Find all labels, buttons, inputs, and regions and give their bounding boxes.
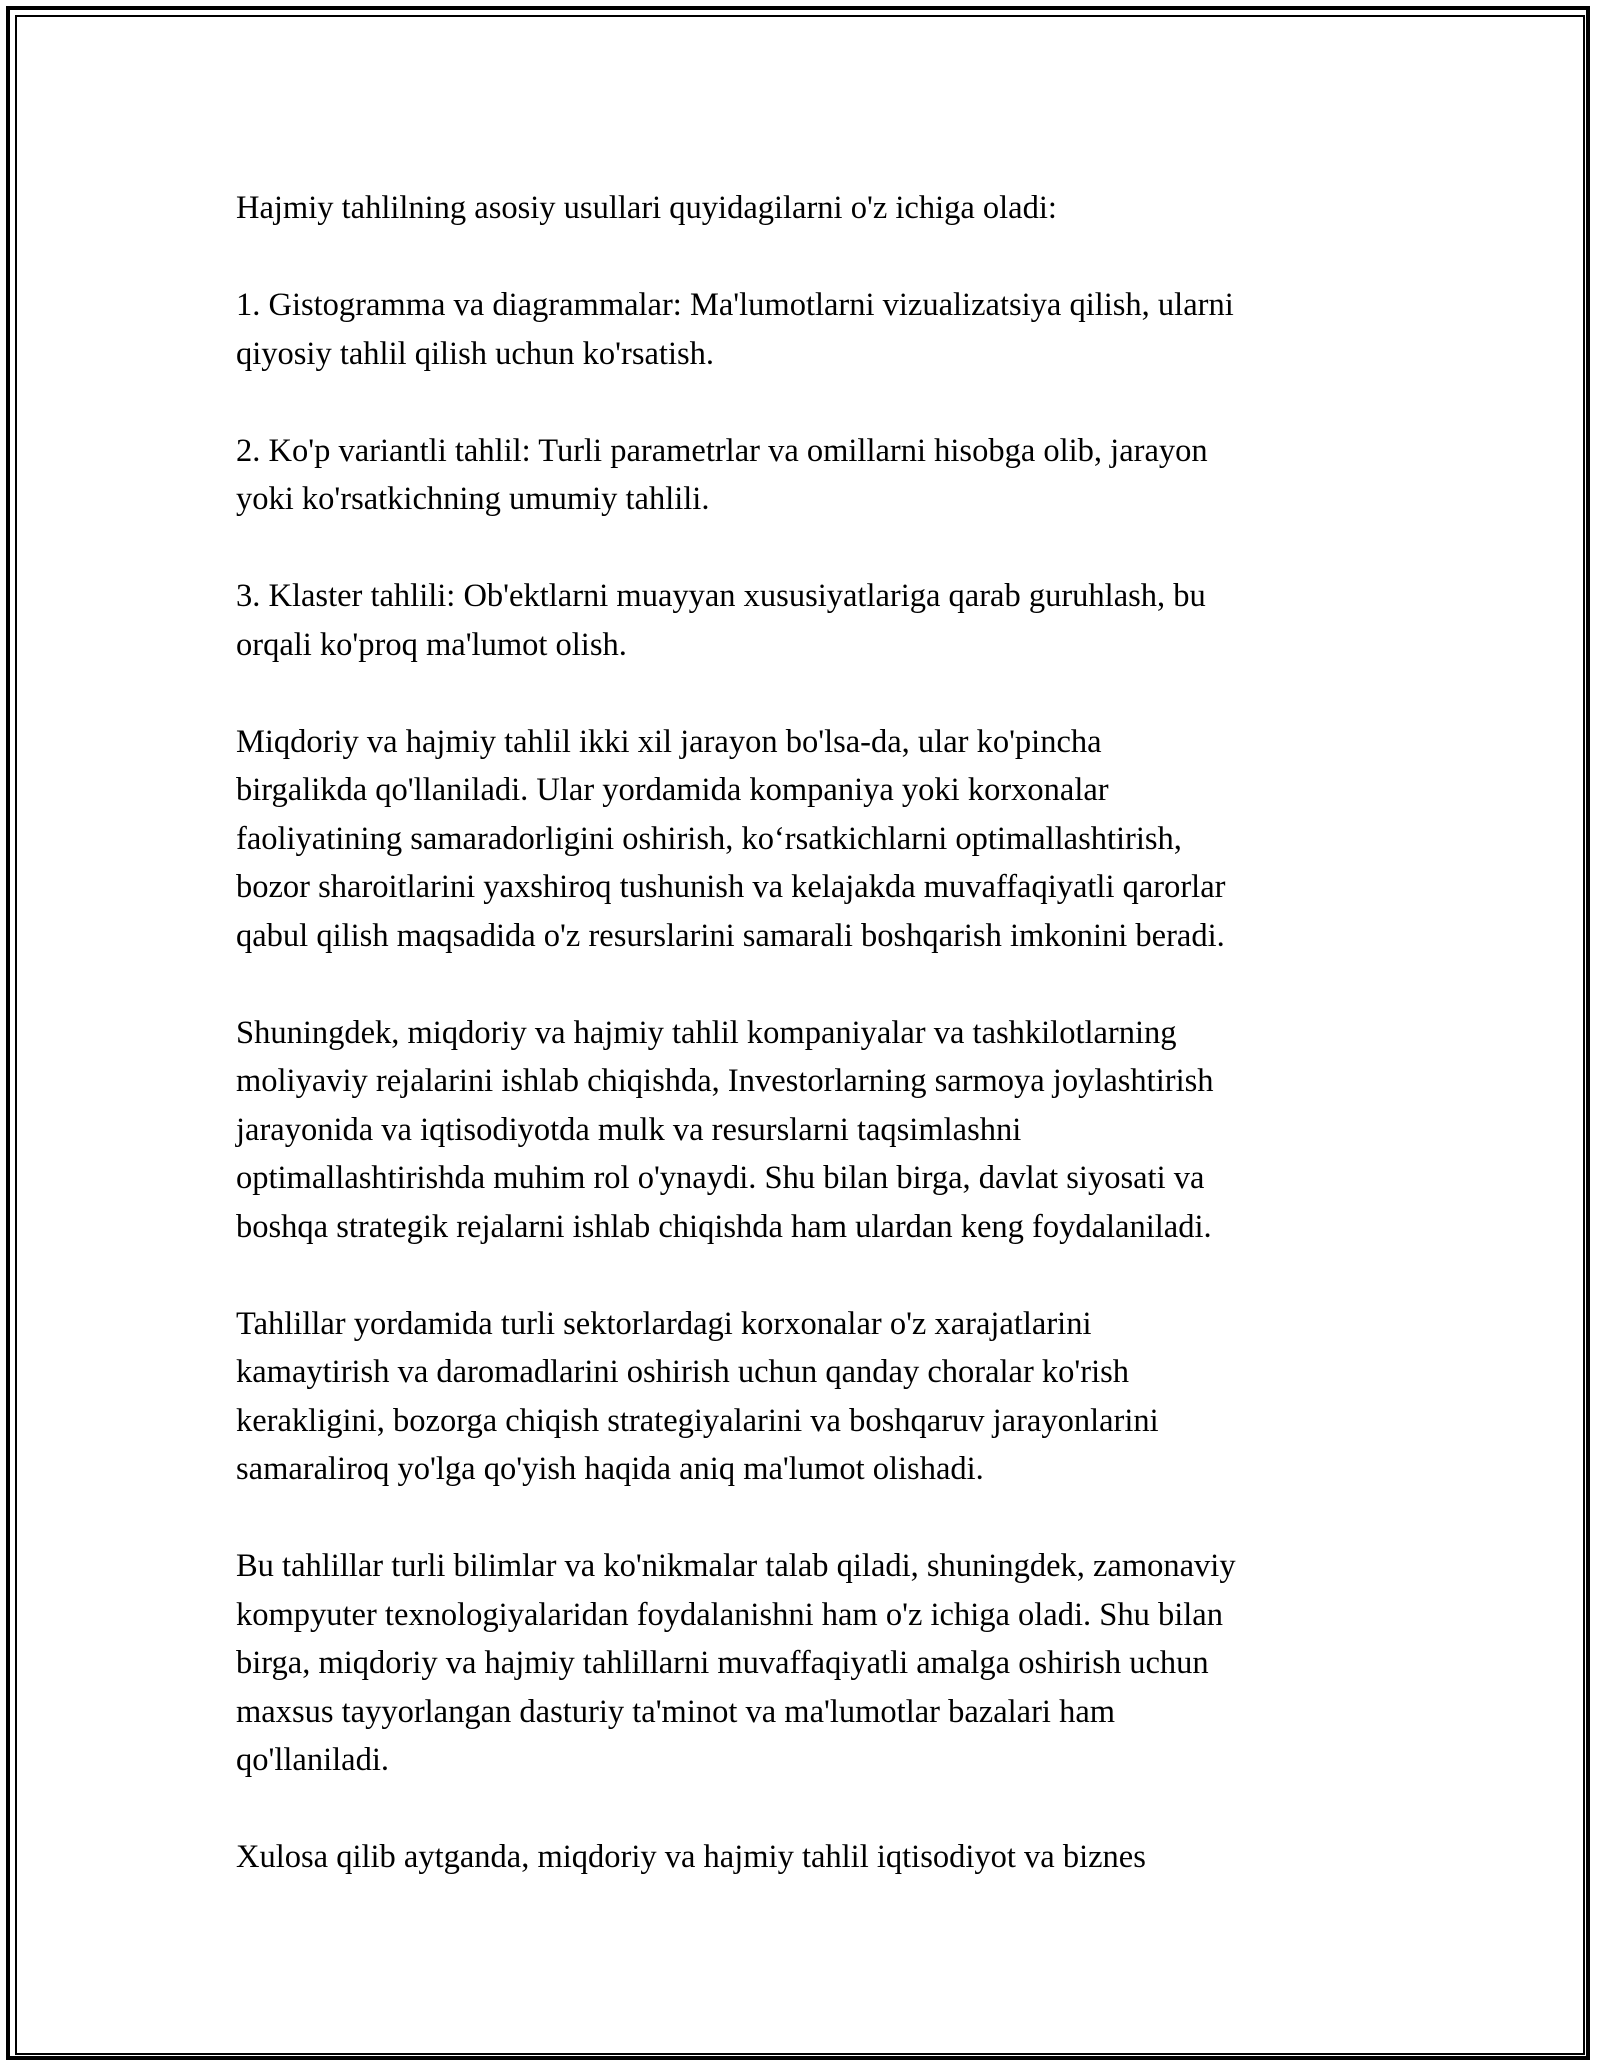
conclusion-paragraph: Xulosa qilib aytganda, miqdoriy va hajmiy tahlil iqtisodiyot va biznes [236, 1839, 1146, 1875]
list-item-2-paragraph: 2. Ko'p variantli tahlil: Turli parametrlar va omillarni hisobga olib, jarayon yoki ko'rsatkichning umumiy tahlili. [236, 432, 1208, 517]
body-paragraph-4: Bu tahlillar turli bilimlar va ko'nikmalar talab qiladi, shuningdek, zamonaviy kompyuter texnologiyalaridan foydalanishni ham o'z ichiga oladi. Shu bilan birga, miqdoriy va hajmiy tahlillarni muvaffaqiyatli amalga oshirish uchun maxsus tayyorlangan dasturiy ta'minot va ma'lumotlar bazalari ham qo'llaniladi. [236, 1548, 1236, 1778]
document-body [236, 184, 1386, 1930]
body-paragraph-3: Tahlillar yordamida turli sektorlardagi korxonalar o'z xarajatlarini kamaytirish va daromadlarini oshirish uchun qanday choralar ko'rish kerakligini, bozorga chiqish strategiyalarini va boshqaruv jarayonlarini samaraliroq yo'lga qo'yish haqida aniq ma'lumot olishadi. [236, 1305, 1159, 1487]
list-item-3-paragraph: 3. Klaster tahlili: Ob'ektlarni muayyan xususiyatlariga qarab guruhlash, bu orqali ko'proq ma'lumot olish. [236, 578, 1206, 663]
body-paragraph-2: Shuningdek, miqdoriy va hajmiy tahlil kompaniyalar va tashkilotlarning moliyaviy rejalarini ishlab chiqishda, Investorlarning sarmoya joylashtirish jarayonida va iqtisodiyotda mulk va resurslarni taqsimlashni optimallashtirishda muhim rol o'ynaydi. Shu bilan birga, davlat siyosati va boshqa strategik rejalarni ishlab chiqishda ham ulardan keng foydalaniladi. [236, 1014, 1214, 1245]
intro-paragraph: Hajmiy tahlilning asosiy usullari quyidagilarni o'z ichiga oladi: [236, 190, 1057, 226]
body-paragraph-1: Miqdoriy va hajmiy tahlil ikki xil jarayon bo'lsa-da, ular ko'pincha birgalikda qo'llaniladi. Ular yordamida kompaniya yoki korxonalar faoliyatining samaradorligini oshirish, ko‘rsatkichlarni optimallashtirish, bozor sharoitlarini yaxshiroq tushunish va kelajakda muvaffaqiyatli qarorlar qabul qilish maqsadida o'z resurslarini samarali boshqarish imkonini beradi. [236, 723, 1226, 954]
list-item-1-paragraph: 1. Gistogramma va diagrammalar: Ma'lumotlarni vizualizatsiya qilish, ularni qiyosiy tahlil qilish uchun ko'rsatish. [236, 287, 1234, 372]
